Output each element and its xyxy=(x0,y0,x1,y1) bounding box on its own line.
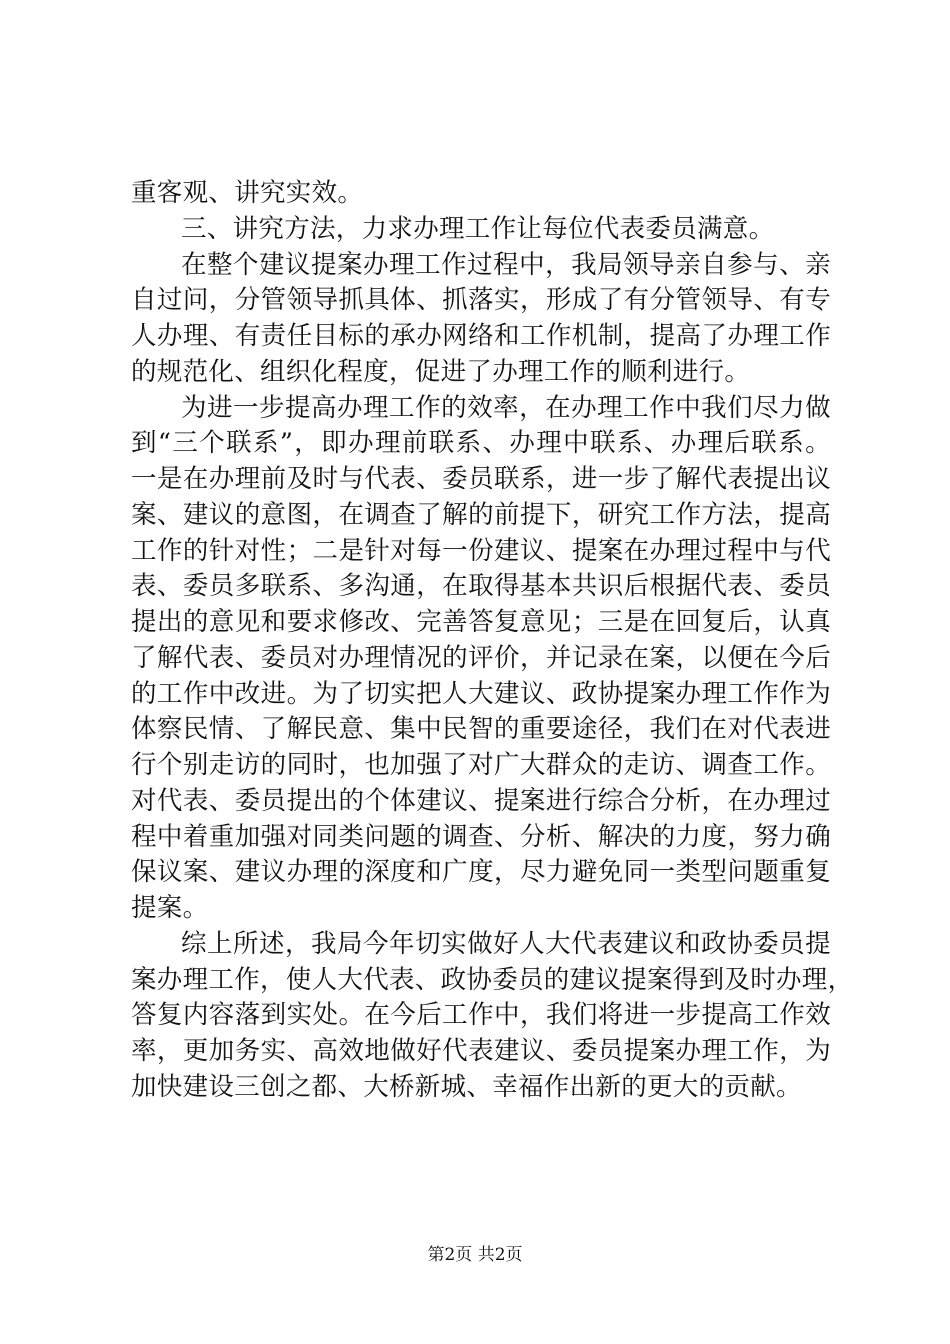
text-line: 案、建议的意图，在调查了解的前提下，研究工作方法，提高 xyxy=(131,499,831,530)
text-line: 提案。 xyxy=(131,893,209,923)
text-line: 提出的意见和要求修改、完善答复意见；三是在回复后，认真 xyxy=(131,607,831,637)
text-line: 体察民情、了解民意、集中民智的重要途径，我们在对代表进 xyxy=(131,714,831,745)
text-line: 综上所述，我局今年切实做好人大代表建议和政协委员提 xyxy=(181,928,831,959)
text-line: 为进一步提高办理工作的效率，在办理工作中我们尽力做 xyxy=(181,392,831,423)
text-line: 加快建设三创之都、大桥新城、幸福作出新的更大的贡献。 xyxy=(131,1071,802,1102)
document-body xyxy=(131,176,854,1106)
text-line: 率，更加务实、高效地做好代表建议、委员提案办理工作，为 xyxy=(131,1036,831,1066)
text-line: 的工作中改进。为了切实把人大建议、政协提案办理工作作为 xyxy=(131,678,831,709)
page-footer xyxy=(0,1244,950,1266)
text-line: 案办理工作，使人大代表、政协委员的建议提案得到及时办理， xyxy=(131,964,854,995)
text-line: 表、委员多联系、多沟通，在取得基本共识后根据代表、委员 xyxy=(131,571,831,602)
text-line: 自过问，分管领导抓具体、抓落实，形成了有分管领导、有专 xyxy=(131,285,831,316)
text-line: 答复内容落到实处。在今后工作中，我们将进一步提高工作效 xyxy=(131,1000,831,1031)
page-total: 共2页 xyxy=(477,1245,523,1265)
text-line: 人办理、有责任目标的承办网络和工作机制，提高了办理工作 xyxy=(131,321,831,351)
text-line: 一是在办理前及时与代表、委员联系，进一步了解代表提出议 xyxy=(131,464,831,494)
text-line: 保议案、建议办理的深度和广度，尽力避免同一类型问题重复 xyxy=(131,857,831,888)
text-line: 重客观、讲究实效。 xyxy=(131,178,364,208)
text-line: 了解代表、委员对办理情况的评价，并记录在案，以便在今后 xyxy=(131,642,831,673)
text-line: 工作的针对性；二是针对每一份建议、提案在办理过程中与代 xyxy=(131,535,831,566)
text-line: 到“三个联系”，即办理前联系、办理中联系、办理后联系。 xyxy=(131,428,831,459)
text-line: 对代表、委员提出的个体建议、提案进行综合分析，在办理过 xyxy=(131,785,831,816)
text-line: 的规范化、组织化程度，促进了办理工作的顺利进行。 xyxy=(131,356,751,387)
page-number: 第2页 xyxy=(427,1245,473,1265)
text-line: 行个别走访的同时，也加强了对广大群众的走访、调查工作。 xyxy=(131,750,831,780)
text-line: 在整个建议提案办理工作过程中，我局领导亲自参与、亲 xyxy=(181,249,831,280)
text-line: 程中着重加强对同类问题的调查、分析、解决的力度，努力确 xyxy=(131,821,831,852)
text-line: 三、讲究方法，力求办理工作让每位代表委员满意。 xyxy=(181,213,775,244)
